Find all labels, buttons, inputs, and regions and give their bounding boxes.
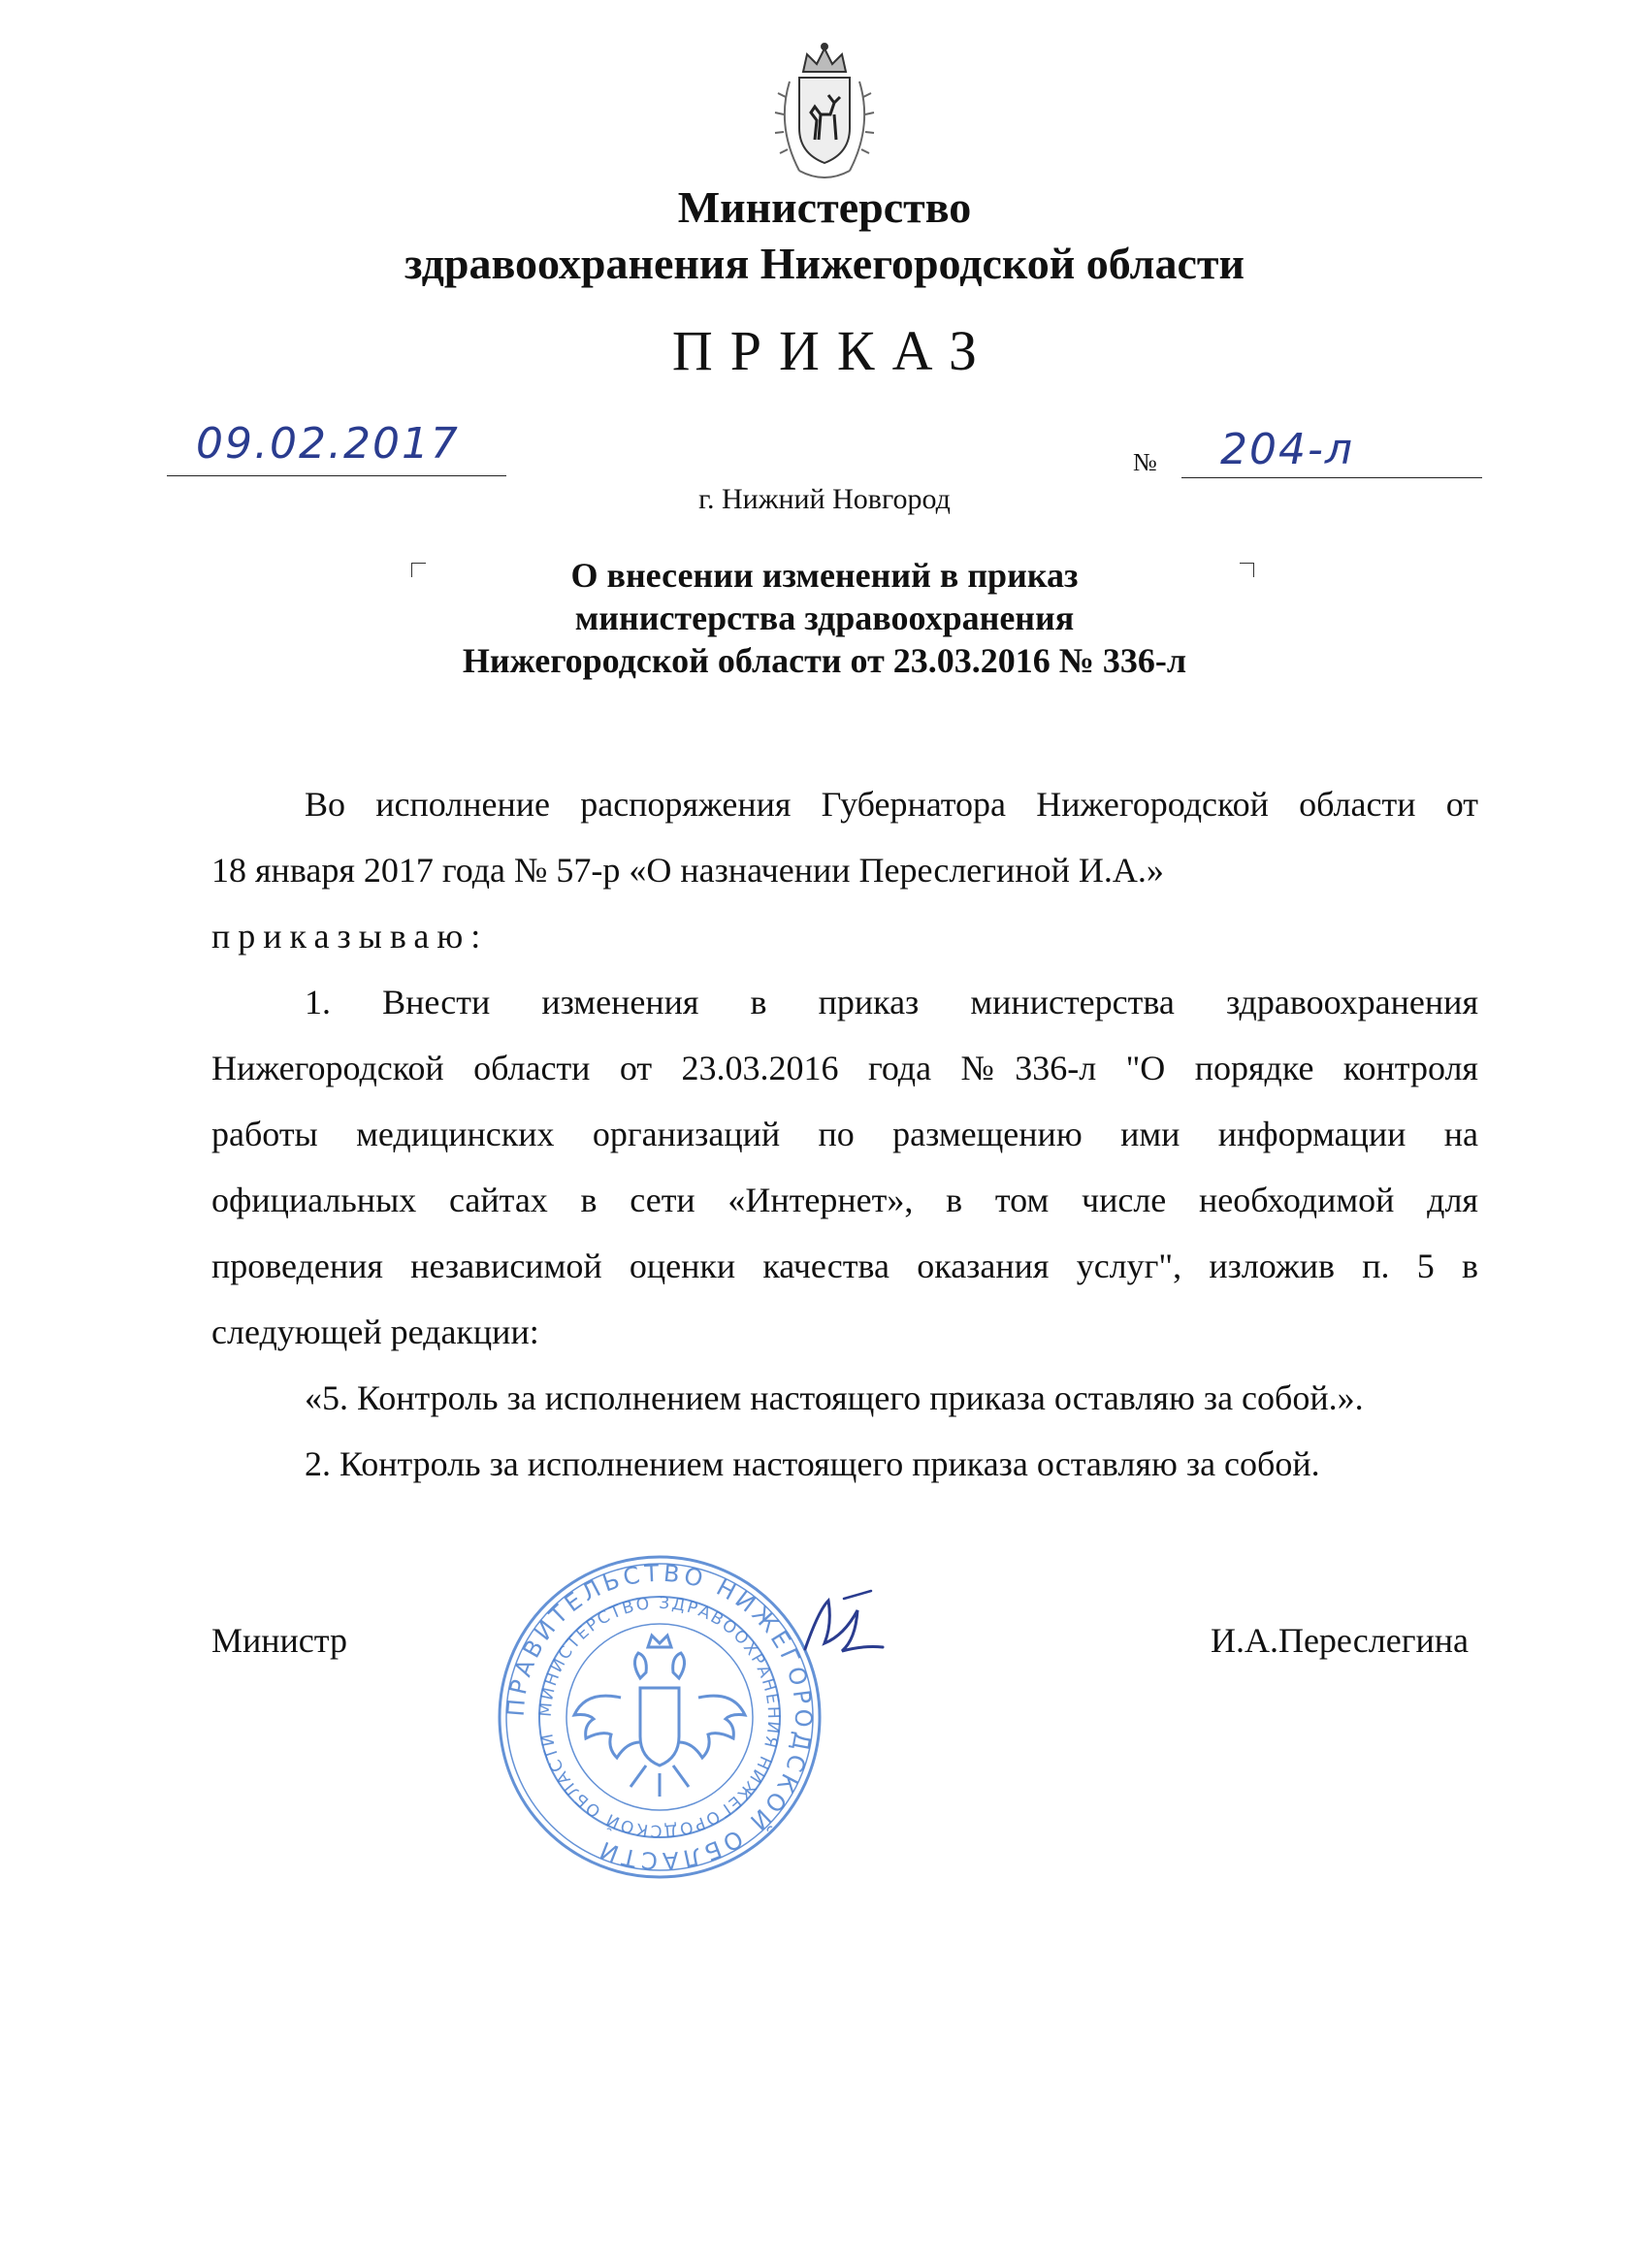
coat-of-arms-emblem	[757, 39, 892, 194]
signer-name: И.А.Переслегина	[1210, 1621, 1469, 1660]
subject-line2: министерства здравоохранения	[574, 599, 1075, 637]
item1-line3: работы медицинских организаций по размещению ими информации на	[211, 1115, 1478, 1153]
seal-inner-text: МИНИСТЕРСТВО ЗДРАВООХРАНЕНИЯ НИЖЕГОРОДСКОЙ ОБЛАСТИ	[535, 1593, 784, 1841]
preamble-line1: Во исполнение распоряжения Губернатора Нижегородской области от	[305, 785, 1478, 824]
signer-title: Министр	[211, 1621, 347, 1660]
handwritten-number: 204-л	[1220, 425, 1354, 474]
item2-paragraph: 2. Контроль за исполнением настоящего приказа оставляю за собой.	[305, 1444, 1320, 1483]
number-field	[1181, 427, 1482, 478]
official-seal-stamp	[495, 1552, 824, 1882]
preamble-line2: 18 января 2017 года № 57-р «О назначении Переслегиной И.А.»	[211, 851, 1164, 890]
number-label: №	[1133, 448, 1157, 476]
item1-line4: официальных сайтах в сети «Интернет», в том числе необходимой для	[211, 1181, 1478, 1219]
handwritten-signature	[786, 1571, 892, 1678]
order-word: приказываю:	[211, 917, 489, 956]
eagle-icon	[574, 1636, 745, 1797]
document-type-title: ПРИКАЗ	[671, 319, 995, 382]
quote-paragraph: «5. Контроль за исполнением настоящего приказа оставляю за собой.».	[305, 1378, 1364, 1417]
item1-line1: 1. Внести изменения в приказ министерства здравоохранения	[305, 983, 1478, 1021]
seal-outer-text: ПРАВИТЕЛЬСТВО НИЖЕГОРОДСКОЙ ОБЛАСТИ	[501, 1559, 818, 1875]
ministry-name-line1: Министерство	[677, 182, 972, 232]
item1-line6: следующей редакции:	[211, 1312, 539, 1351]
city-name: г. Нижний Новгород	[698, 483, 951, 515]
svg-text:МИНИСТЕРСТВО ЗДРАВООХРАНЕНИЯ Н	[536, 1594, 783, 1840]
date-field	[167, 417, 506, 476]
item1-line5: проведения независимой оценки качества оказания услуг", изложив п. 5 в	[211, 1247, 1478, 1285]
ministry-name-line2: здравоохранения Нижегородской области	[404, 239, 1245, 288]
item1-line2: Нижегородской области от 23.03.2016 года №336-л "О порядке контроля	[211, 1049, 1478, 1087]
handwritten-date: 09.02.2017	[196, 419, 460, 469]
subject-line3: Нижегородской области от 23.03.2016 № 336-л	[462, 641, 1187, 680]
subject-line1: О внесении изменений в приказ	[570, 556, 1079, 595]
